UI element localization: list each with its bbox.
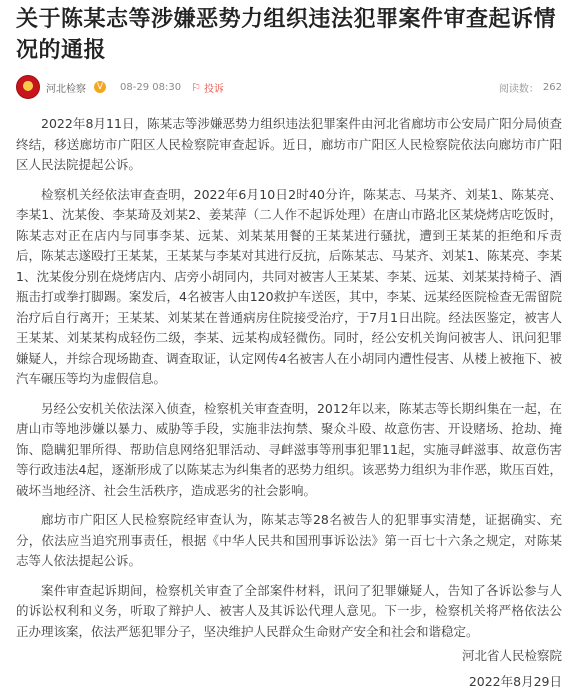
complain-link[interactable]: 投诉 — [203, 83, 224, 95]
paragraph-2: 检察机关经依法审查查明，2022年6月10日2时40分许，陈某志、马某齐、刘某1、陈某亮、李某1、沈某俊、李某琦及刘某2、姜某萍（二人作不起诉处理）在唐山市路北区某烧烤店吃饭时，陈某志对正在店内与同事李某、远某、刘某某用餐的王某某进行骚扰，遭到王某某的拒绝和斥责后，陈某志遂殴打王某某，王某某与李某对其进行反抗，后陈某志、马某齐、刘某1、陈某亮、李某1、沈某俊分别在烧烤店内、店旁小胡同内，共同对被害人王某某、李某、远某、刘某某持椅子、酒瓶击打或拳打脚踢。案发后，4名被害人由120救护车送医，其中，李某、远某经医院检查无需留院治疗后自行离开；王某某、刘某某在普通病房住院接受治疗，于7月1日出院。经法医鉴定，被害人王某某、刘某某构成轻伤二级，李某、远某构成轻微伤。同时，经公安机关询问被害人、讯问犯罪嫌疑人，并综合现场勘查、调查取证，认定网传4名被害人在小胡同内遭性侵害、从楼上被拖下、被汽车碾压等均为虚假信息。 — [16, 186, 562, 386]
source-name[interactable]: 河北检察 — [46, 83, 86, 95]
reads-count: 262 — [542, 81, 562, 93]
paragraph-3: 另经公安机关依法深入侦查，检察机关审查查明，2012年以来，陈某志等长期纠集在一起，在唐山市等地涉嫌以暴力、威胁等手段，实施非法拘禁、聚众斗殴、故意伤害、开设赌场、抢劫、掩饰、隐瞒犯罪所得、帮助信息网络犯罪活动、寻衅滋事等刑事犯罪11起，实施寻衅滋事、故意伤害等行政违法4起，逐渐形成了以陈某志为纠集者的恶势力组织。该恶势力组织为非作恶，欺压百姓，破坏当地经济、社会生活秩序，造成恶劣的社会影响。 — [16, 400, 562, 498]
complain-icon[interactable]: ⚐ — [191, 80, 201, 94]
verified-badge-icon: V — [94, 81, 106, 93]
publish-date: 08-29 08:30 — [120, 81, 182, 93]
avatar[interactable] — [16, 75, 40, 99]
paragraph-1: 2022年8月11日，陈某志等涉嫌恶势力组织违法犯罪案件由河北省廊坊市公安局广阳分局侦查终结，移送廊坊市广阳区人民检察院审查起诉。近日，廊坊市广阳区人民检察院依法向廊坊市广阳区人民法院提起公诉。 — [16, 116, 562, 172]
signature — [462, 643, 562, 695]
paragraph-4: 廊坊市广阳区人民检察院经审查认为，陈某志等28名被告人的犯罪事实清楚，证据确实、充分，依法应当追究刑事责任，根据《中华人民共和国刑事诉讼法》第一百七十六条之规定，对陈某志等人依法提起公诉。 — [16, 512, 562, 568]
reads-label: 阅读数： — [498, 83, 539, 95]
paragraph-5: 案件审查起诉期间，检察机关审查了全部案件材料，讯问了犯罪嫌疑人，告知了各诉讼参与人的诉讼权利和义务，听取了辩护人、被害人及其诉讼代理人意见。下一步，检察机关将严格依法公正办理该案，依法严惩犯罪分子，坚决维护人民群众生命财产安全和社会和谐稳定。 — [16, 582, 562, 639]
signature-date: 2022年8月29日 — [468, 674, 562, 689]
article-title: 关于陈某志等涉嫌恶势力组织违法犯罪案件审查起诉情况的通报 — [16, 7, 557, 63]
signature-org: 河北省人民检察院 — [461, 648, 562, 663]
article-meta — [16, 72, 562, 102]
article-body — [16, 114, 562, 642]
